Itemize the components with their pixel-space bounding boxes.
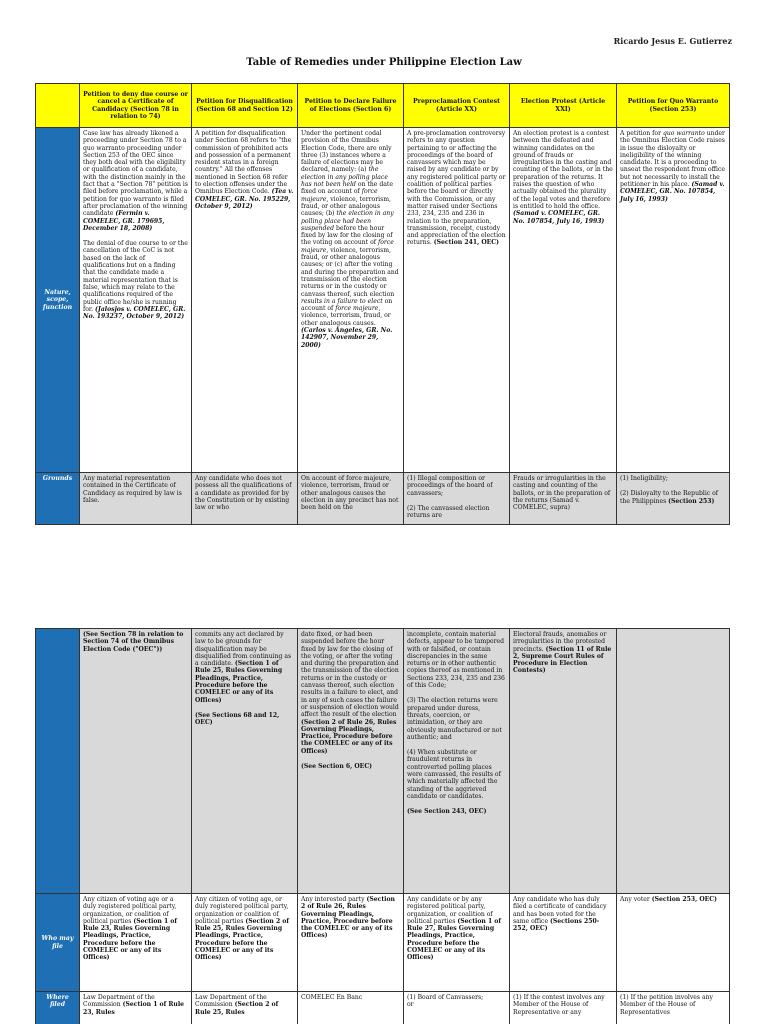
table-row-where-filed <box>36 992 730 1024</box>
cell-grounds2-failure: date fixed, or had been suspended before the hour fixed by law for the closing of the voting, or after the voting and during the preparation and the transmission of the election returns or in the custody or canvass thereof, such election results in a failure to elect, and in any of such cases the failure or suspension of election would affect the result of the election (Section 2 of Rule 26, Rules Governing Pleadings, Practice, Procedure before the COMELEC or any of its Offices) (See Section 6, OEC) <box>298 629 404 894</box>
cell-grounds-quo-warranto: (1) Ineligibility; (2) Disloyalty to the Republic of the Philippines (Section 253) <box>617 473 730 525</box>
row-header-grounds: Grounds <box>36 473 80 525</box>
remedies-table-page-1 <box>35 83 730 525</box>
cell-grounds2-deny: (See Section 78 in relation to Section 74 of the Omnibus Election Code ("OEC")) <box>80 629 192 894</box>
col-header-disqualification: Petition for Disqualification (Section 68 and Section 12) <box>192 84 298 128</box>
cell-nature-disqualification: A petition for disqualification under Section 68 refers to "the commission of prohibited acts and possession of a permanent resident status in a foreign country." All the offenses mentioned in Section 68 refer to election offenses under the Omnibus Election Code. (Tea v. COMELEC, GR. No. 195229, October 9, 2012) <box>192 128 298 473</box>
cell-nature-protest: An election protest is a contest between the defeated and winning candidates on the ground of frauds or irregularities in the casting and counting of the ballots, or in the preparation of the returns. It raises the question of who actually obtained the plurality of the legal votes and therefore is entitled to hold the office. (Samad v. COMELEC, GR. No. 107854, July 16, 1993) <box>510 128 617 473</box>
cell-who-deny: Any citizen of voting age or a duly registered political party, organization, or coalition of political parties (Section 1 of Rule 23, Rules Governing Pleadings, Practice, Procedure before the COMELEC or any of its Offices) <box>80 894 192 992</box>
row-header-grounds-continued <box>36 629 80 894</box>
cell-where-protest: (1) If the contest involves any Member of the House of Representative or any <box>510 992 617 1024</box>
cell-where-failure: COMELEC En Banc <box>298 992 404 1024</box>
header-row <box>36 84 730 128</box>
cell-who-preproclamation: Any candidate or by any registered political party, organization, or coalition of political parties (Section 1 of Rule 27, Rules Governing Pleadings, Practice, Procedure before the COMELEC or any of its Offices) <box>404 894 510 992</box>
col-header-quo-warranto: Petition for Quo Warranto (Section 253) <box>617 84 730 128</box>
cell-grounds2-disqualification: commits any act declared by law to be grounds for disqualification may be disqualified from continuing as a candidate. (Section 1 of Rule 25, Rules Governing Pleadings, Practice, Procedure before the COMELEC or any of its Offices) (See Sections 68 and 12, OEC) <box>192 629 298 894</box>
cell-nature-preproclamation: A pre-proclamation controversy refers to any question pertaining to or affecting the proceedings of the board of canvassers which may be raised by any candidate or by any registered political party or coalition of political parties before the board or directly with the Commission, or any matter raised under Sections 233, 234, 235 and 236 in relation to the preparation, transmission, receipt, custody and appreciation of the election returns. (Section 241, OEC) <box>404 128 510 473</box>
col-header-failure-of-elections: Petition to Declare Failure of Elections (Section 6) <box>298 84 404 128</box>
cell-nature-quo-warranto: A petition for quo warranto under the Omnibus Election Code raises in issue the disloyalty or ineligibility of the winning candidate. It is a proceeding to unseat the respondent from office but not necessarily to install the petitioner in his place. (Samad v. COMELEC, GR. No. 107854, July 16, 1993) <box>617 128 730 473</box>
cell-grounds-failure: On account of force majeure, violence, terrorism, fraud or other analogous causes the election in any precinct has not been held on the <box>298 473 404 525</box>
cell-who-failure: Any interested party (Section 2 of Rule 26, Rules Governing Pleadings, Practice, Procedure before the COMELEC or any of its Offices) <box>298 894 404 992</box>
author-name: Ricardo Jesus E. Gutierrez <box>613 36 732 46</box>
row-header-where-filed: Where filed <box>36 992 80 1024</box>
cell-where-quo-warranto: (1) If the petition involves any Member of the House of Representatives <box>617 992 730 1024</box>
table-row-grounds <box>36 473 730 525</box>
col-header-election-protest: Election Protest (Article XXI) <box>510 84 617 128</box>
remedies-table-page-2 <box>35 628 730 1024</box>
cell-where-disqualification: Law Department of the Commission (Section 2 of Rule 25, Rules <box>192 992 298 1024</box>
cell-grounds2-quo-warranto <box>617 629 730 894</box>
cell-grounds-preproclamation: (1) Illegal composition or proceedings of the board of canvassers; (2) The canvassed election returns are <box>404 473 510 525</box>
document-title: Table of Remedies under Philippine Election Law <box>246 57 522 68</box>
cell-grounds2-protest: Electoral frauds, anomalies or irregularities in the protested precincts. (Section 11 of Rule 2, Supreme Court Rules of Procedure in Election Contests) <box>510 629 617 894</box>
col-header-deny-due-course: Petition to deny due course or cancel a Certificate of Candidacy (Section 78 in relation to 74) <box>80 84 192 128</box>
cell-grounds-protest: Frauds or irregularities in the casting and counting of the ballots, or in the preparation of the returns (Samad v. COMELEC, supra) <box>510 473 617 525</box>
table-row-nature <box>36 128 730 473</box>
cell-who-quo-warranto: Any voter (Section 253, OEC) <box>617 894 730 992</box>
col-header-preproclamation: Preproclamation Contest (Article XX) <box>404 84 510 128</box>
cell-where-deny: Law Department of the Commission (Section 1 of Rule 23, Rules <box>80 992 192 1024</box>
cell-where-preproclamation: (1) Board of Canvassers; or <box>404 992 510 1024</box>
cell-nature-failure: Under the pertinent codal provision of the Omnibus Election Code, there are only three (3) instances where a failure of elections may be declared, namely: (a) the election in any polling place has not been held on the date fixed on account of force majeure, violence, terrorism, fraud, or other analogous causes; (b) the election in any polling place had been suspended before the hour fixed by law for the closing of the voting on account of force majeure, violence, terrorism, fraud, or other analogous causes; or (c) after the voting and during the preparation and transmission of the election returns or in the custody or canvass thereof, such election results in a failure to elect on account of force majeure, violence, terrorism, fraud, or other analogous causes. (Carlos v. Angeles, GR. No. 142907, November 29, 2000) <box>298 128 404 473</box>
row-header-nature: Nature, scope, function <box>36 128 80 473</box>
header-corner <box>36 84 80 128</box>
cell-grounds2-preproclamation: incomplete, contain material defects, appear to be tampered with or falsified, or contain discrepancies in the same returns or in other authentic copies thereof as mentioned in Sections 233, 234, 235 and 236 of this Code; (3) The election returns were prepared under duress, threats, coercion, or intimidation, or they are obviously manufactured or not authentic; and (4) When substitute or fraudulent returns in controverted polling places were canvassed, the results of which materially affected the standing of the aggrieved candidate or candidates. (See Section 243, OEC) <box>404 629 510 894</box>
cell-nature-deny: Case law has already likened a proceeding under Section 78 to a quo warranto proceeding under Section 253 of the OEC since they both deal with the eligibility or qualification of a candidate, with the distinction mainly in the fact that a "Section 78" petition is filed before proclamation, while a petition for quo warranto is filed after proclamation of the winning candidate (Fermin v. COMELEC, GR. 179695, December 18, 2008) The denial of due course to or the cancellation of the CoC is not based on the lack of qualifications but on a finding that the candidate made a material representation that is false, which may relate to the qualifications required of the public office he/she is running for. (Jalosjos v. COMELEC, GR. No. 193237, October 9, 2012) <box>80 128 192 473</box>
table-row-grounds-continued <box>36 629 730 894</box>
row-header-who-may-file: Who may file <box>36 894 80 992</box>
document-page-2 <box>0 618 768 1024</box>
cell-grounds-deny: Any material representation contained in the Certificate of Candidacy as required by law is false. <box>80 473 192 525</box>
cell-who-protest: Any candidate who has duly filed a certificate of candidacy and has been voted for the same office (Sections 250-252, OEC) <box>510 894 617 992</box>
table-row-who-may-file <box>36 894 730 992</box>
cell-grounds-disqualification: Any candidate who does not possess all the qualifications of a candidate as provided for by the Constitution or by existing law or who <box>192 473 298 525</box>
cell-who-disqualification: Any citizen of voting age, or duly registered political party, organization or coalition of political parties (Section 2 of Rule 25, Rules Governing Pleadings, Practice, Procedure before the COMELEC or any of its Offices) <box>192 894 298 992</box>
